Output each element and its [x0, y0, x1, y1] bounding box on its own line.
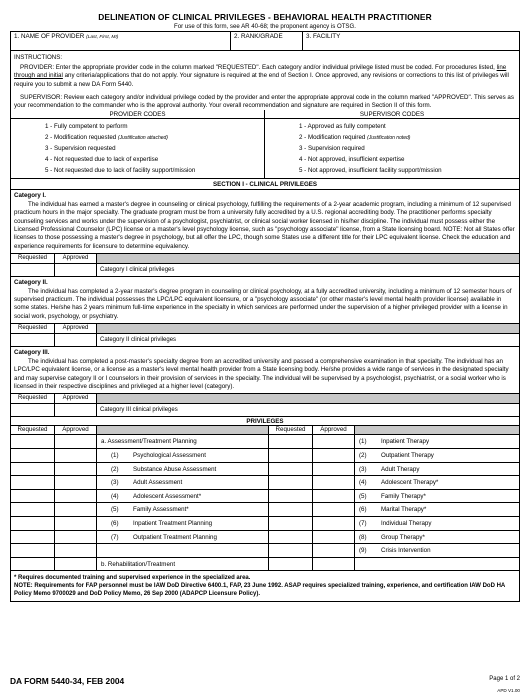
- provider-code-item: 1 - Fully competent to perform: [45, 123, 128, 131]
- requested-cell[interactable]: [11, 449, 55, 462]
- category-2-column-header: [10, 324, 520, 334]
- privilege-label: Adult Assessment: [133, 479, 183, 487]
- category-2-row: [10, 334, 520, 347]
- instructions: [10, 51, 520, 110]
- category-1-row-label: Category I clinical privileges: [100, 267, 175, 274]
- provider-instr-text-2: any criteria/applications that do not apply. Your signature is required at the end of Section I. Once approved, any revisions or corrections to this list of privileges will require you to submit a new DA Form 5440.: [14, 72, 509, 88]
- requested-cell[interactable]: [269, 517, 313, 530]
- privilege-label: Crisis Intervention: [381, 547, 431, 555]
- approved-cell[interactable]: [55, 476, 97, 489]
- provider-code-item: 4 - Not requested due to lack of expertise: [45, 156, 159, 164]
- item-number: (7): [359, 519, 367, 527]
- item-number: (3): [111, 479, 119, 487]
- instructions-heading: INSTRUCTIONS:: [14, 54, 63, 62]
- facility-label: 3. FACILITY: [306, 33, 341, 41]
- requested-header: Requested: [11, 426, 55, 434]
- approved-cell[interactable]: [313, 558, 355, 570]
- item-number: (2): [359, 452, 367, 459]
- privilege-row: [11, 463, 519, 477]
- approved-cell[interactable]: [313, 435, 355, 448]
- approved-cell[interactable]: [55, 490, 97, 503]
- shaded-cell: [355, 426, 519, 434]
- privilege-row: [11, 544, 519, 558]
- category-1-description: [10, 190, 520, 254]
- approved-cell[interactable]: [313, 490, 355, 503]
- category-1-column-header: [10, 254, 520, 264]
- category-3-column-header: [10, 394, 520, 404]
- requested-cell[interactable]: [11, 490, 55, 503]
- approved-header: Approved: [55, 426, 97, 434]
- approved-header: Approved: [55, 254, 97, 263]
- item-number: (4): [111, 492, 119, 500]
- category-2-requested-cell[interactable]: [11, 334, 55, 346]
- shaded-cell: [97, 254, 519, 263]
- category-2-description: [10, 277, 520, 324]
- page-number: Page 1 of 2: [489, 676, 520, 682]
- privilege-label: Marital Therapy*: [381, 506, 427, 514]
- item-number: (3): [359, 465, 367, 473]
- requested-cell[interactable]: [269, 435, 313, 448]
- item-number: (5): [111, 506, 119, 514]
- category-1-requested-cell[interactable]: [11, 264, 55, 276]
- requested-cell[interactable]: [269, 463, 313, 476]
- approved-cell[interactable]: [55, 531, 97, 544]
- privilege-row: [11, 558, 519, 570]
- rehabilitation-category-label: b. Rehabilitation/Treatment: [97, 558, 269, 570]
- form-page: [10, 12, 520, 602]
- privilege-row: [11, 449, 519, 463]
- category-2-text: The individual has completed a 2-year master's degree program in counseling or clinical psychology, at a fully accredited university, including a minimum of 12 semester hours of supervised practicum. The individual possesses the LPC/LPC equivalent licensure, or a "psychology associate" (or other master's level mental health provider license) available in some states. He/she has 2 years minimum full-time experience in the specialty in which services are performed under the supervision of a higher privileged provider with a license in social work, psychology, or psychiatry.: [14, 287, 512, 320]
- requested-header: Requested: [11, 254, 55, 263]
- item-number: (8): [359, 533, 367, 541]
- category-3-row: [10, 404, 520, 417]
- provider-instr-text: PROVIDER: Enter the appropriate provider code in the column marked "REQUESTED". Each category and/or individual privilege listed must be coded. For procedures listed,: [20, 64, 497, 72]
- shaded-cell: [97, 426, 269, 434]
- category-1-row: [10, 264, 520, 277]
- rank-label: 2. RANK/GRADE: [234, 33, 283, 41]
- item-number: (9): [359, 547, 367, 555]
- privileges-heading: PRIVILEGES: [11, 417, 519, 426]
- category-3-requested-cell[interactable]: [11, 404, 55, 416]
- requested-header: Requested: [11, 324, 55, 333]
- section-1-title: SECTION I - CLINICAL PRIVILEGES: [10, 179, 520, 190]
- category-1-approved-cell[interactable]: [55, 264, 97, 276]
- apd-version: APD V1.00: [497, 688, 520, 693]
- requested-header: Requested: [11, 394, 55, 403]
- privilege-row: [11, 517, 519, 531]
- approved-cell[interactable]: [313, 544, 355, 557]
- item-number: (1): [359, 438, 367, 446]
- provider-instructions: [14, 64, 516, 89]
- approved-cell[interactable]: [313, 503, 355, 516]
- approved-header: Approved: [55, 394, 97, 403]
- provider-codes: [11, 110, 265, 178]
- assessment-category-label: a. Assessment/Treatment Planning: [97, 435, 269, 448]
- supervisor-code-item: 5 - Not approved, insufficient facility support/mission: [299, 167, 442, 175]
- privilege-label: Substance Abuse Assessment: [133, 465, 217, 473]
- privilege-label: Group Therapy*: [381, 533, 425, 541]
- note-asterisk: * Requires documented training and supervised experience in the specialized area.: [14, 574, 251, 581]
- supervisor-code-item: 4 - Not approved, insufficient expertise: [299, 156, 405, 164]
- requested-cell[interactable]: [269, 490, 313, 503]
- category-3-heading: Category III.: [14, 349, 50, 357]
- approved-header: Approved: [313, 426, 355, 434]
- requested-cell[interactable]: [269, 449, 313, 462]
- requested-cell[interactable]: [11, 463, 55, 476]
- privilege-label: Adult Therapy: [381, 465, 420, 473]
- privilege-row: [11, 490, 519, 504]
- category-3-approved-cell[interactable]: [55, 404, 97, 416]
- approved-cell[interactable]: [313, 517, 355, 530]
- item-number: (1): [111, 452, 119, 459]
- requested-cell[interactable]: [269, 476, 313, 489]
- approved-cell[interactable]: [313, 449, 355, 462]
- requested-cell[interactable]: [11, 517, 55, 530]
- privilege-row: [11, 435, 519, 449]
- provider-code-item: 5 - Not requested due to lack of facility support/mission: [45, 167, 196, 175]
- empty-cell: [97, 544, 269, 557]
- item-number: (6): [111, 519, 119, 527]
- item-number: (7): [111, 533, 119, 541]
- category-2-row-label: Category II clinical privileges: [100, 337, 177, 344]
- requested-cell[interactable]: [11, 544, 55, 557]
- requested-cell[interactable]: [11, 435, 55, 448]
- name-field[interactable]: [11, 32, 231, 50]
- category-2-heading: Category II.: [14, 279, 48, 287]
- category-3-row-label: Category III clinical privileges: [100, 407, 178, 414]
- supervisor-instructions: SUPERVISOR: Review each category and/or individual privilege coded by the provider and enter the appropriate approval code in the column marked "APPROVED". This serves as your recommendation to the commander who is the approval authority. Your overall recommendation and signature are required in Section II of this form.: [14, 93, 514, 110]
- approved-header: Approved: [55, 324, 97, 333]
- category-1-heading: Category I.: [14, 192, 46, 200]
- approved-cell[interactable]: [55, 517, 97, 530]
- provider-instr-underline: line through and initial: [14, 64, 507, 80]
- supervisor-codes: [265, 110, 519, 178]
- category-1-text: The individual has earned a master's degree in counseling or clinical psychology, fulfilling the requirements of a 2-year academic program, including a minimum of 12 supervised practicum hours in the major specialty. The graduate program must be from a university fully accredited by a U.S. regional accrediting body. The practitioner performs specialty counseling services and works under the supervision of a psychologist, psychiatrist, or clinical social worker licensed in his/her discipline. The individual must possess either the Licensed Professional Counselor (LPC) license or a master's level psychology license, such as "psychology associate" license, from a State licensing board. NOTE: Not all States offer licenses to those possessing a master's degree in psychology, but all offer the LPC, though some States use a different title for their LPC equivalent license. Check the education and experience requirements for licensure to determine equivalency.: [14, 200, 515, 250]
- category-3-description: [10, 347, 520, 394]
- item-number: (6): [359, 506, 367, 514]
- requested-cell[interactable]: [11, 558, 55, 570]
- empty-cell: [355, 558, 519, 570]
- privilege-row: [11, 531, 519, 545]
- approved-cell[interactable]: [55, 435, 97, 448]
- privilege-label: Individual Therapy: [381, 519, 432, 527]
- category-3-text: The individual has completed a post-master's specialty degree from an accredited university and passed a comprehensive examination in that specialty. The individual has an LPC/LPC equivalent license, or a license as a master's level mental health provider from a State licensing body. He/she provides a wide range of services in the designated specialty and may supervise category II or I counselors in their provision of services in the specialty. The individual will be supervised by a psychologist, psychiatrist, or a social worker who is licensed in their respective disciplines and privileged at a higher level (category).: [14, 357, 509, 390]
- item-number: (2): [111, 465, 119, 473]
- form-subtitle: For use of this form, see AR 40-68; the proponent agency is OTSG.: [174, 22, 356, 30]
- provider-code-item: 3 - Supervision requested: [45, 145, 116, 153]
- privileges-column-header: [11, 426, 519, 435]
- privilege-label: Outpatient Therapy: [381, 452, 434, 459]
- approved-cell[interactable]: [55, 558, 97, 570]
- category-2-approved-cell[interactable]: [55, 334, 97, 346]
- approved-cell[interactable]: [55, 449, 97, 462]
- name-hint: (Last, First, MI): [86, 35, 119, 41]
- requested-cell[interactable]: [269, 544, 313, 557]
- privilege-label: Adolescent Assessment*: [133, 492, 202, 500]
- privilege-label: Outpatient Treatment Planning: [133, 533, 217, 541]
- provider-codes-heading: PROVIDER CODES: [11, 110, 264, 119]
- privilege-label: Inpatient Therapy: [381, 438, 430, 446]
- form-number: DA FORM 5440-34, FEB 2004: [10, 676, 125, 686]
- privilege-label: Adolescent Therapy*: [381, 479, 439, 487]
- requested-header: Requested: [269, 426, 313, 434]
- notes: [10, 571, 520, 602]
- privilege-label: Family Assessment*: [133, 506, 189, 514]
- requested-cell[interactable]: [269, 503, 313, 516]
- supervisor-codes-heading: SUPERVISOR CODES: [265, 110, 519, 119]
- requested-cell[interactable]: [11, 531, 55, 544]
- note-requirements: NOTE: Requirements for FAP personnel must be IAW DoD Directive 6400.1, FAP, 23 June 1992. ASAP requires specialized training, experience, and certification IAW DoD HA Policy Memo 9700029 and DoD Policy Memo, 26 Sep 2000 (ADAPCP Licensure Policy).: [14, 582, 506, 597]
- approved-cell[interactable]: [313, 531, 355, 544]
- privilege-label: Family Therapy*: [381, 492, 426, 500]
- privilege-row: [11, 503, 519, 517]
- privilege-row: [11, 476, 519, 490]
- supervisor-code-item: 2 - Modification required (Justification noted): [299, 134, 411, 142]
- codes-table: [10, 110, 520, 179]
- name-label: 1. NAME OF PROVIDER: [14, 33, 85, 41]
- approved-cell[interactable]: [313, 463, 355, 476]
- requested-cell[interactable]: [269, 558, 313, 570]
- facility-field[interactable]: [303, 32, 519, 50]
- item-number: (4): [359, 479, 367, 487]
- approved-cell[interactable]: [55, 544, 97, 557]
- footer: [10, 676, 520, 687]
- form-title: DELINEATION OF CLINICAL PRIVILEGES - BEHAVIORAL HEALTH PRACTITIONER: [98, 12, 432, 22]
- supervisor-code-item: 1 - Approved as fully competent: [299, 123, 386, 131]
- shaded-cell: [97, 394, 519, 403]
- shaded-cell: [97, 324, 519, 333]
- privileges-table: [10, 417, 520, 570]
- approved-cell[interactable]: [313, 476, 355, 489]
- requested-cell[interactable]: [11, 476, 55, 489]
- privilege-label: Inpatient Treatment Planning: [133, 519, 213, 527]
- rank-field[interactable]: [231, 32, 303, 50]
- provider-info-row: [10, 31, 520, 51]
- approved-cell[interactable]: [55, 463, 97, 476]
- provider-code-item: 2 - Modification requested (Justification attached): [45, 134, 168, 142]
- requested-cell[interactable]: [269, 531, 313, 544]
- approved-cell[interactable]: [55, 503, 97, 516]
- item-number: (5): [359, 492, 367, 500]
- requested-cell[interactable]: [11, 503, 55, 516]
- supervisor-code-item: 3 - Supervision required: [299, 145, 365, 153]
- privilege-label: Psychological Assessment: [133, 452, 206, 459]
